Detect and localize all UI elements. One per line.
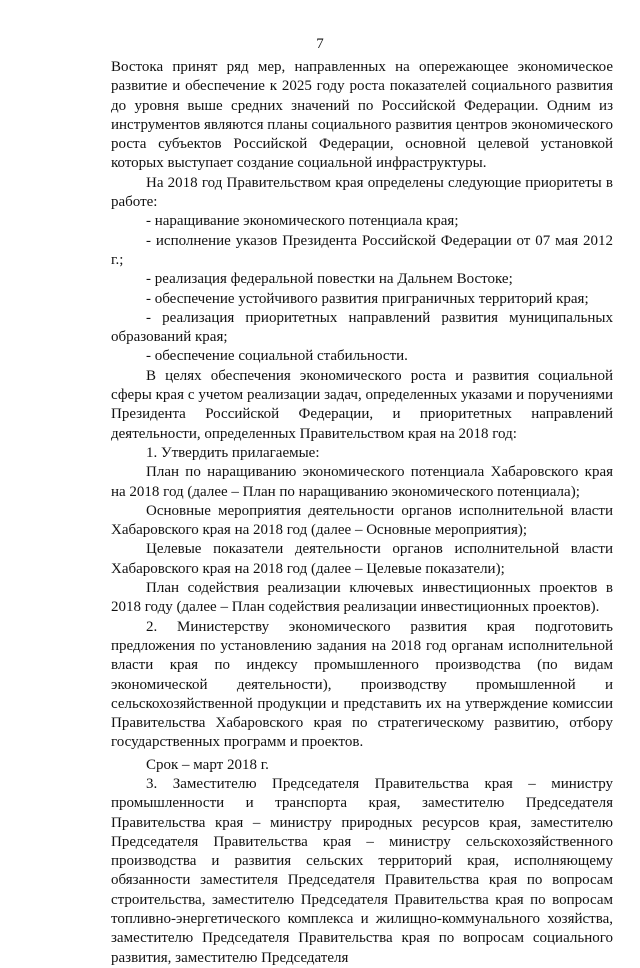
deadline: Срок – март 2018 г.	[146, 756, 269, 773]
document-body	[111, 58, 613, 968]
clause-1: 1. Утвердить прилагаемые:	[146, 444, 320, 461]
approved-document-item: План по наращиванию экономического потенциала Хабаровского края на 2018 год (далее – План по наращиванию экономического потенциала);	[111, 464, 613, 500]
clause-3: 3. Заместителю Председателя Правительства края – министру промышленности и транспорта края, заместителю Председателя Правительства края – министру природных ресурсов края, заместителю Председателя Правительства края – министру сельскохозяйственного производства и развития сельских территорий края, исполняющему обязанности заместителя Председателя Правительства края по вопросам строительства, заместителю Председателя Правительства края по вопросам топливно-энергетического комплекса и жилищно-коммунального хозяйства, заместителю Председателя Правительства края по вопросам социального развития, заместителю Председателя	[111, 775, 613, 966]
priority-item: - обеспечение социальной стабильности.	[146, 348, 408, 365]
approved-document-item: Целевые показатели деятельности органов исполнительной власти Хабаровского края на 2018 год (далее – Целевые показатели);	[111, 541, 613, 577]
paragraph-intro: Востока принят ряд мер, направленных на опережающее экономическое развитие и обеспечение к 2025 году роста показателей социального развития до уровня выше средних значений по Российской Федерации. Одним из инструментов являются планы социального развития центров экономического роста субъектов Российской Федерации, основной целевой установкой которых выступает создание социальной инфраструктуры.	[111, 59, 613, 172]
page-number: 7	[316, 36, 324, 52]
priority-item: - исполнение указов Президента Российской Федерации от 07 мая 2012 г.;	[111, 232, 613, 268]
approved-document-item: План содействия реализации ключевых инвестиционных проектов в 2018 году (далее – План содействия реализации инвестиционных проектов).	[111, 580, 613, 616]
clause-2: 2. Министерству экономического развития края подготовить предложения по установлению задания на 2018 год органам исполнительной власти края по индексу промышленного производства (по видам экономической деятельности), производству промышленной и сельскохозяйственной продукции и представить их на утверждение комиссии Правительства Хабаровского края по стратегическому развитию, отбору государственных программ и проектов.	[111, 618, 613, 751]
approved-document-item: Основные мероприятия деятельности органов исполнительной власти Хабаровского края на 2018 год (далее – Основные мероприятия);	[111, 502, 613, 539]
paragraph-purpose: В целях обеспечения экономического роста и развития социальной сферы края с учетом реализации задач, определенных указами и поручениями Президента Российской Федерации, и приоритетных направлений деятельности, определенных Правительством края на 2018 год:	[111, 367, 613, 442]
priority-item: - наращивание экономического потенциала края;	[146, 213, 459, 230]
priority-item: - реализация федеральной повестки на Дальнем Востоке;	[146, 271, 513, 288]
priority-item: - реализация приоритетных направлений развития муниципальных образований края;	[111, 309, 613, 346]
priority-item: - обеспечение устойчивого развития приграничных территорий края;	[146, 290, 589, 307]
paragraph-priorities-intro: На 2018 год Правительством края определены следующие приоритеты в работе:	[111, 174, 613, 211]
